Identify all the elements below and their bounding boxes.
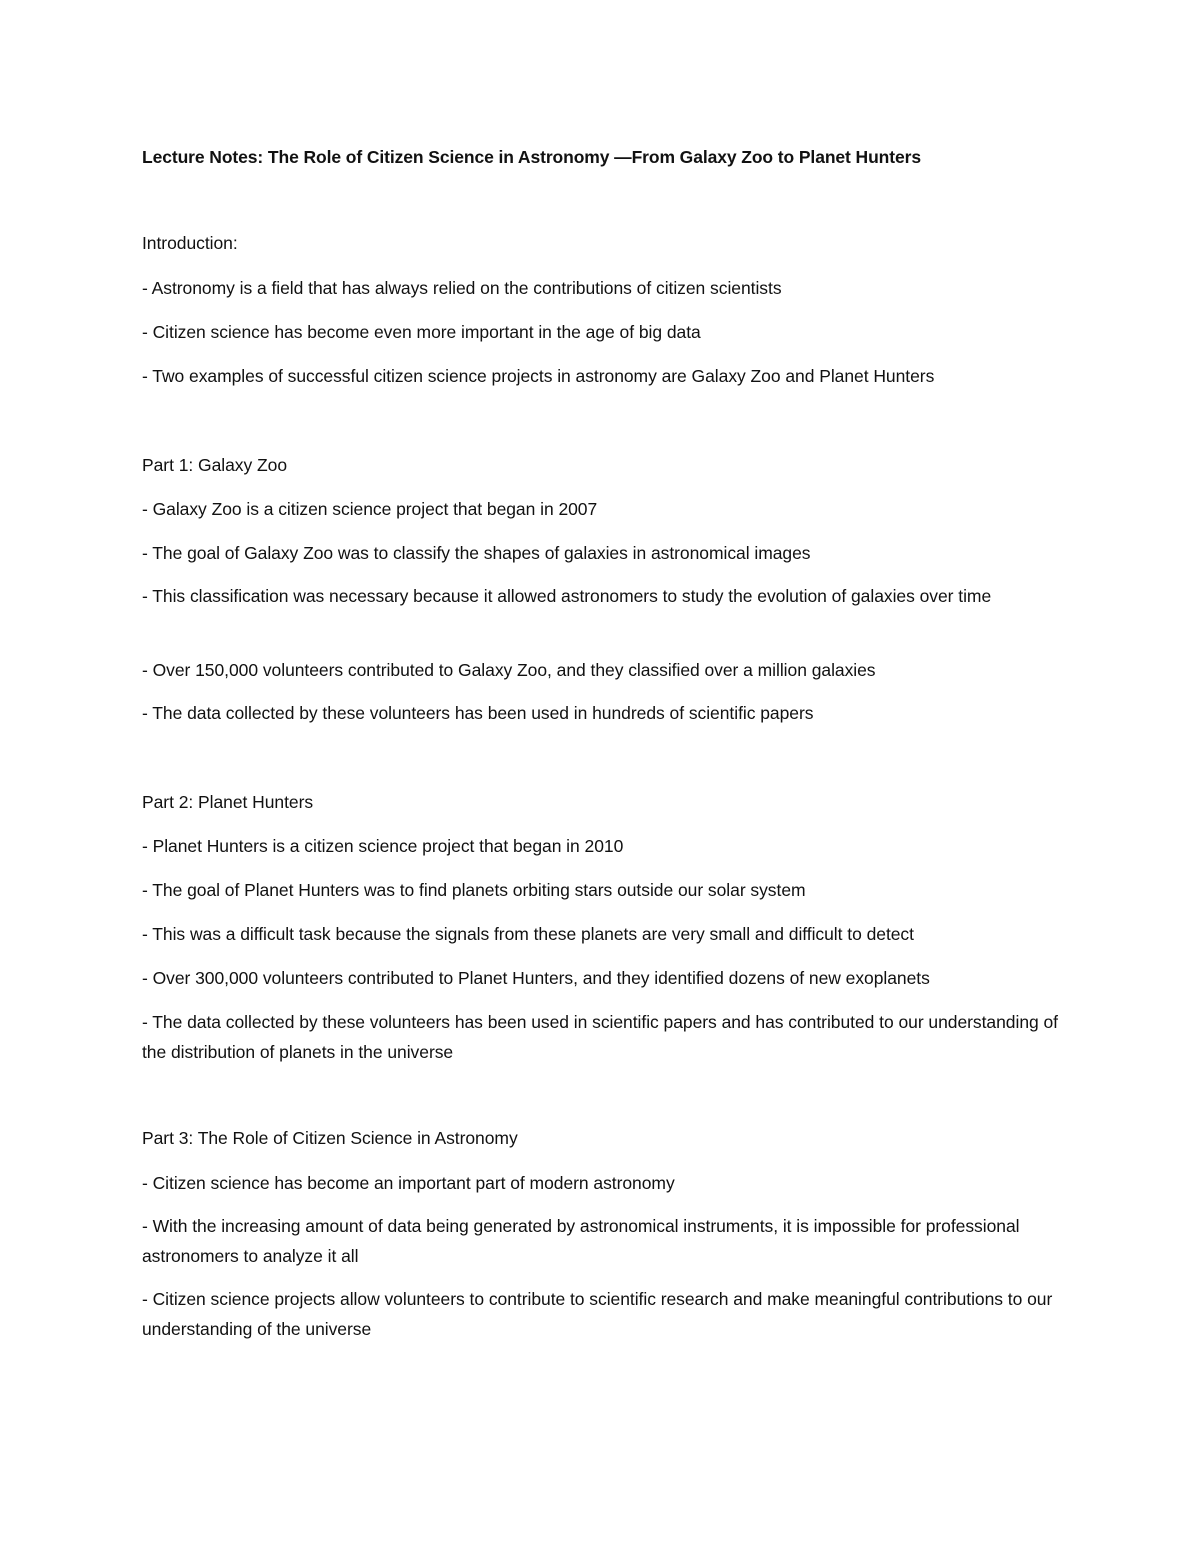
bullet-item: - This classification was necessary because it allowed astronomers to study the evolution of galaxies over time <box>142 586 992 606</box>
bullet-item: - Astronomy is a field that has always relied on the contributions of citizen scientists <box>142 278 782 298</box>
bullet-item: - Over 300,000 volunteers contributed to Planet Hunters, and they identified dozens of new exoplanets <box>142 968 930 988</box>
bullet-item: - Citizen science has become an important part of modern astronomy <box>142 1173 675 1193</box>
bullet-item: - This was a difficult task because the signals from these planets are very small and difficult to detect <box>142 924 914 944</box>
section-heading-planet-hunters: Part 2: Planet Hunters <box>142 792 314 812</box>
bullet-item: - Two examples of successful citizen science projects in astronomy are Galaxy Zoo and Planet Hunters <box>142 366 935 386</box>
bullet-item: - Citizen science has become even more important in the age of big data <box>142 322 701 342</box>
bullet-item: - The data collected by these volunteers has been used in scientific papers and has contributed to our understanding of the distribution of planets in the universe <box>142 1012 1058 1062</box>
bullet-item: - The data collected by these volunteers has been used in hundreds of scientific papers <box>142 703 814 723</box>
bullet-item: - With the increasing amount of data being generated by astronomical instruments, it is impossible for professional astronomers to analyze it all <box>142 1216 1020 1266</box>
section-heading-introduction: Introduction: <box>142 233 238 253</box>
section-heading-galaxy-zoo: Part 1: Galaxy Zoo <box>142 455 287 475</box>
bullet-item: - Citizen science projects allow volunteers to contribute to scientific research and make meaningful contributions to our understanding of the universe <box>142 1289 1053 1339</box>
bullet-item: - Over 150,000 volunteers contributed to Galaxy Zoo, and they classified over a million galaxies <box>142 660 876 680</box>
document-title: Lecture Notes: The Role of Citizen Science in Astronomy —From Galaxy Zoo to Planet Hunters <box>142 147 921 167</box>
bullet-item: - Planet Hunters is a citizen science project that began in 2010 <box>142 836 624 856</box>
bullet-item: - Galaxy Zoo is a citizen science project that began in 2007 <box>142 499 598 519</box>
bullet-item: - The goal of Planet Hunters was to find planets orbiting stars outside our solar system <box>142 880 806 900</box>
bullet-item: - The goal of Galaxy Zoo was to classify the shapes of galaxies in astronomical images <box>142 543 811 563</box>
section-heading-role-of-citizen-science: Part 3: The Role of Citizen Science in Astronomy <box>142 1128 518 1148</box>
